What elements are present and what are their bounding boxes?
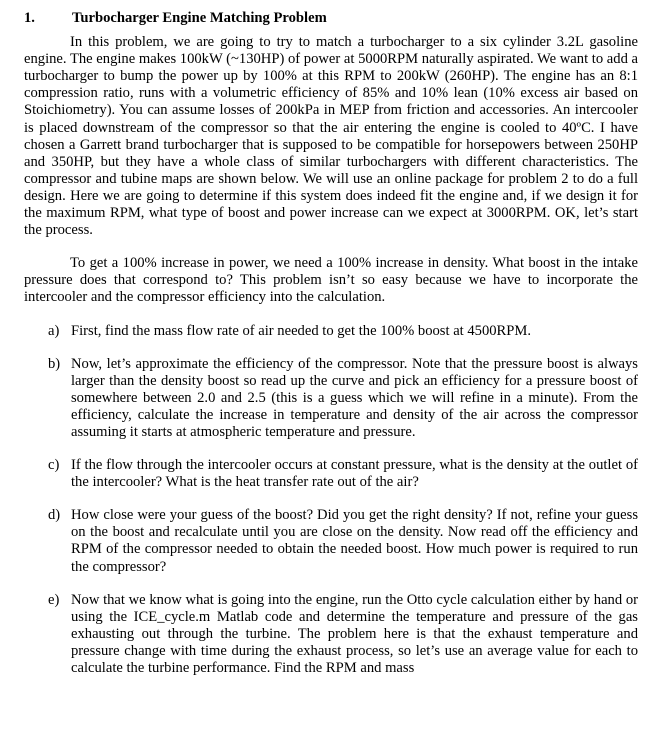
problem-heading — [24, 10, 638, 27]
question-text: If the flow through the intercooler occurs at constant pressure, what is the density at the outlet of the intercooler? What is the heat transfer rate out of the air? — [71, 457, 638, 491]
question-marker: a) — [48, 322, 60, 339]
problem-title: Turbocharger Engine Matching Problem — [72, 10, 327, 26]
question-item-e — [24, 592, 638, 677]
question-item-c — [24, 457, 638, 491]
problem-number: 1. — [24, 10, 35, 26]
question-text: Now that we know what is going into the engine, run the Otto cycle calculation either by hand or using the ICE_cycle.m Matlab code and determine the temperature and pressure of the gas exhausting out through the turbine. The problem here is that the exhaust temperature and pressure change with time during the exhaust process, so let’s use an average value for each to calculate the turbine performance. Find the RPM and mass — [71, 591, 638, 676]
question-text: How close were your guess of the boost? Did you get the right density? If not, refine your guess on the boost and recalculate until you are close on the density. Now read off the efficiency and RPM of the compressor needed to obtain the needed boost. How much power is required to run the compressor? — [71, 507, 638, 575]
question-text: Now, let’s approximate the efficiency of the compressor. Note that the pressure boost is always larger than the density boost so read up the curve and pick an efficiency for a pressure boost of somewhere between 2.0 and 2.5 (this is a guess which we will refine in a minute). From the efficiency, calculate the increase in temperature and density of the air across the compressor assuming it starts at atmospheric temperature and pressure. — [71, 355, 638, 440]
question-text: First, find the mass flow rate of air needed to get the 100% boost at 4500RPM. — [71, 322, 532, 339]
intro-paragraph: In this problem, we are going to try to match a turbocharger to a six cylinder 3.2L gasoline engine. The engine makes 100kW (~130HP) of power at 5000RPM naturally aspirated. We want to add a turbocharger to bump the power up by 100% at this RPM to 200kW (260HP). The engine has an 8:1 compression ratio, runs with a volumetric efficiency of 85% and 10% lean (10% excess air based on Stoichiometry). You can assume losses of 200kPa in MEP from friction and accessories. An intercooler is placed downstream of the compressor so that the air entering the engine is cooled to 40ºC. I have chosen a Garrett brand turbocharger that is supposed to be compatible for horsepowers between 250HP and 350HP, but they have a whole class of similar turbochargers with different characteristics. The compressor and tubine maps are shown below. We will use an online package for problem 2 to do a full design. Here we are going to determine if this system does indeed fit the engine and, if we design it for the maximum RPM, what type of boost and power increase can we expect at 3000RPM. OK, let’s start the process. — [24, 34, 638, 239]
question-marker: d) — [48, 507, 61, 524]
question-list — [24, 323, 638, 678]
question-item-d — [24, 507, 638, 575]
question-item-b — [24, 356, 638, 441]
question-marker: b) — [48, 355, 61, 372]
question-marker: e) — [48, 591, 60, 608]
density-paragraph: To get a 100% increase in power, we need a 100% increase in density. What boost in the intake pressure does that correspond to? This problem isn’t so easy because we have to incorporate the intercooler and the compressor efficiency into the calculation. — [24, 255, 638, 306]
question-marker: c) — [48, 457, 60, 474]
question-item-a — [24, 323, 638, 340]
